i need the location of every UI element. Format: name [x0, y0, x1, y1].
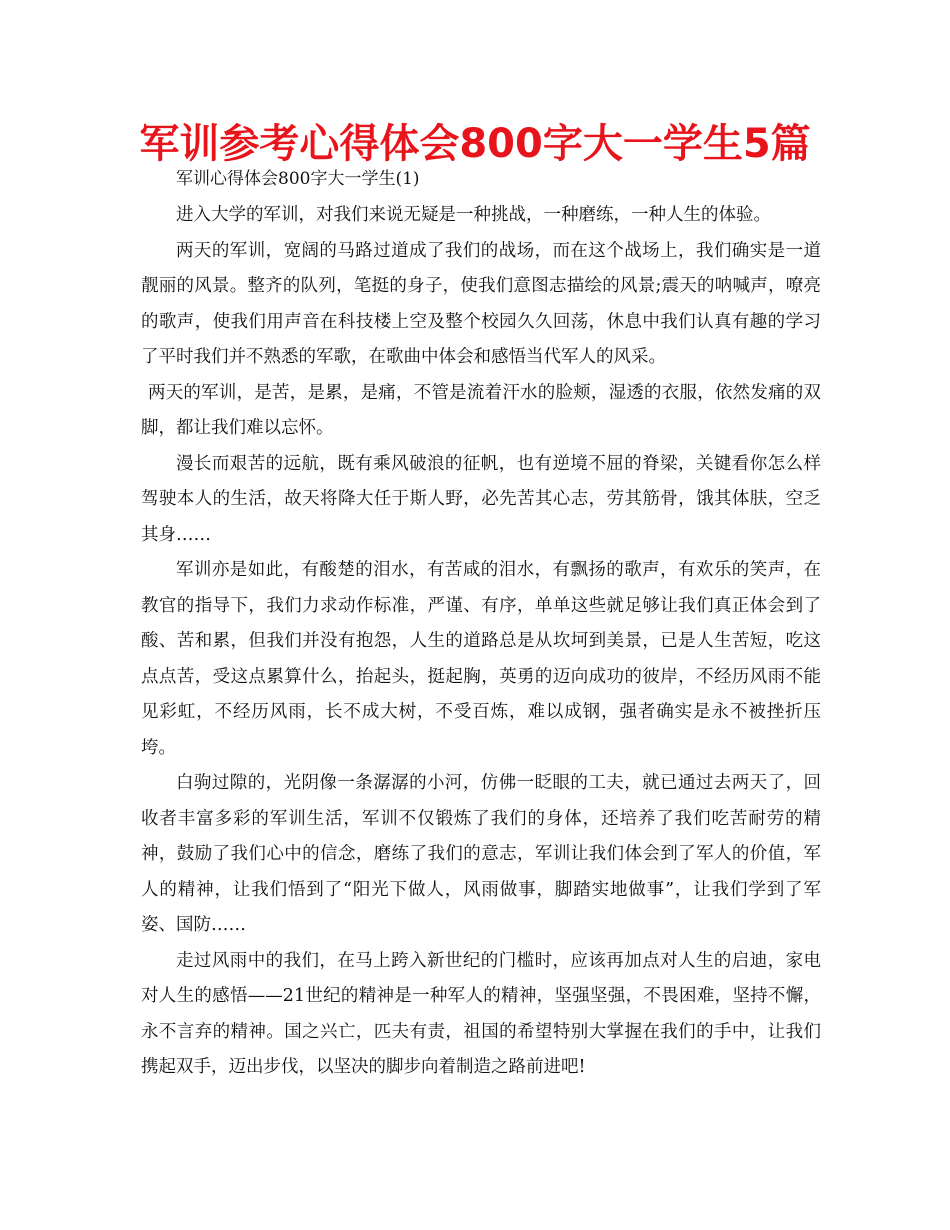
paragraph-2: 两天的军训，宽阔的马路过道成了我们的战场，而在这个战场上，我们确实是一道靓丽的风景。整齐的队列，笔挺的身子，使我们意图志描绘的风景;震天的呐喊声，嘹亮的歌声，使我们用声音在科技楼上空及整个校园久久回荡，休息中我们认真有趣的学习了平时我们并不熟悉的军歌，在歌曲中体会和感悟当代军人的风采。: [141, 240, 821, 367]
document-subtitle: 军训心得体会800字大一学生(1): [176, 169, 420, 189]
paragraph-4: 漫长而艰苦的远航，既有乘风破浪的征帆，也有逆境不屈的脊梁，关键看你怎么样驾驶本人的生活，故天将降大任于斯人野，必先苦其心志，劳其筋骨，饿其体肤，空乏其身……: [141, 453, 821, 545]
document-body: [141, 198, 821, 1086]
paragraph-6: 白驹过隙的，光阴像一条潺潺的小河，仿佛一眨眼的工夫，就已通过去两天了，回收者丰富多彩的军训生活，军训不仅锻炼了我们的身体，还培养了我们吃苦耐劳的精神，鼓励了我们心中的信念，磨练了我们的意志，军训让我们体会到了军人的价值，军人的精神，让我们悟到了“阳光下做人，风雨做事，脚踏实地做事”，让我们学到了军姿、国防……: [141, 773, 821, 935]
paragraph-5: 军训亦是如此，有酸楚的泪水，有苦咸的泪水，有飘扬的歌声，有欢乐的笑声，在教官的指导下，我们力求动作标准，严谨、有序，单单这些就足够让我们真正体会到了酸、苦和累，但我们并没有抱怨，人生的道路总是从坎坷到美景，已是人生苦短，吃这点点苦，受这点累算什么，抬起头，挺起胸，英勇的迈向成功的彼岸，不经历风雨不能见彩虹，不经历风雨，长不成大树，不受百炼，难以成钢，强者确实是永不被挫折压垮。: [141, 560, 821, 758]
document-title: 军训参考心得体会800字大一学生5篇: [139, 121, 811, 167]
paragraph-1: 进入大学的军训，对我们来说无疑是一种挑战，一种磨练，一种人生的体验。: [176, 205, 771, 225]
paragraph-3: 两天的军训，是苦，是累，是痛，不管是流着汗水的脸颊，湿透的衣服，依然发痛的双脚，都让我们难以忘怀。: [141, 382, 821, 438]
paragraph-7: 走过风雨中的我们，在马上跨入新世纪的门槛时，应该再加点对人生的启迪，家电对人生的感悟——21世纪的精神是一种军人的精神，坚强坚强，不畏困难，坚持不懈，永不言弃的精神。国之兴亡，匹夫有责，祖国的希望特别大掌握在我们的手中，让我们携起双手，迈出步伐，以坚决的脚步向着制造之路前进吧!: [141, 950, 821, 1077]
